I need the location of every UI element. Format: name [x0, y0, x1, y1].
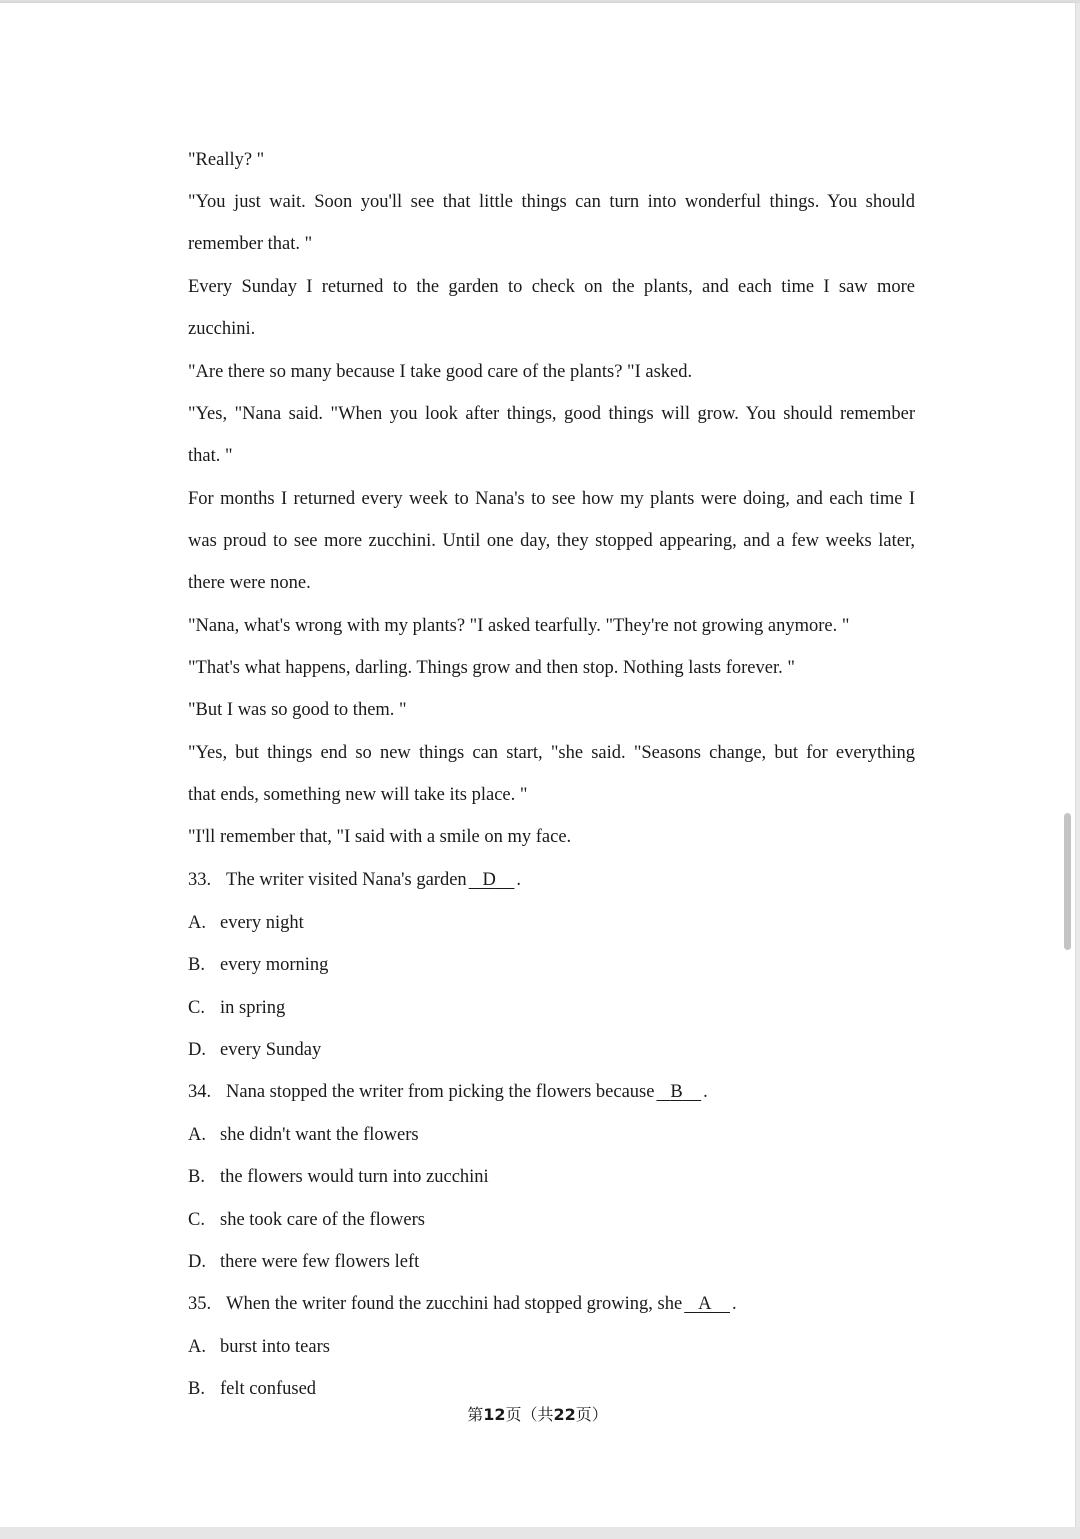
passage-line: "You just wait. Soon you'll see that little things can turn into wonderful things. You should [188, 192, 915, 212]
option-text: there were few flowers left [220, 1252, 420, 1272]
question-number: 34. [188, 1082, 212, 1102]
footer-middle: 页（共 [505, 1405, 554, 1424]
answer-blank [467, 869, 517, 891]
passage-line: "Yes, but things end so new things can start, "she said. "Seasons change, but for everything [188, 743, 915, 763]
option-letter: D. [188, 1040, 206, 1060]
question-34 [188, 1081, 708, 1103]
option-letter: A. [188, 1125, 206, 1145]
passage-line: Every Sunday I returned to the garden to check on the plants, and each time I saw more [188, 277, 915, 297]
passage-line: "Yes, "Nana said. "When you look after things, good things will grow. You should remember [188, 404, 915, 424]
passage-line: "Nana, what's wrong with my plants? "I asked tearfully. "They're not growing anymore. " [188, 616, 850, 636]
option-letter: C. [188, 998, 205, 1018]
passage-line: that ends, something new will take its place. " [188, 785, 528, 805]
option-text: every Sunday [220, 1040, 322, 1060]
footer-total-pages: 22 [553, 1405, 576, 1424]
option-34d [188, 1251, 419, 1273]
option-letter: A. [188, 913, 206, 933]
option-34a [188, 1124, 419, 1146]
page-footer [0, 1402, 1075, 1425]
passage-line: there were none. [188, 573, 311, 593]
option-34b [188, 1166, 489, 1188]
passage-line: "Are there so many because I take good care of the plants? "I asked. [188, 362, 693, 382]
window-bottom-edge [0, 1527, 1080, 1539]
question-number: 33. [188, 870, 212, 890]
passage-line: "Really? " [188, 150, 265, 170]
option-33d [188, 1039, 321, 1061]
question-stem: Nana stopped the writer from picking the flowers because [226, 1082, 655, 1102]
option-35b [188, 1378, 316, 1400]
option-letter: B. [188, 1167, 205, 1187]
option-34c [188, 1209, 425, 1231]
question-35 [188, 1293, 737, 1315]
question-number: 35. [188, 1294, 212, 1314]
footer-suffix: 页） [575, 1405, 608, 1424]
option-letter: B. [188, 955, 205, 975]
option-text: every night [220, 913, 304, 933]
question-stem: When the writer found the zucchini had stopped growing, she [226, 1294, 683, 1314]
option-text: she took care of the flowers [220, 1210, 425, 1230]
answer-blank [682, 1293, 732, 1315]
option-letter: A. [188, 1337, 206, 1357]
question-33 [188, 869, 521, 891]
option-text: felt confused [220, 1379, 317, 1399]
option-text: in spring [220, 998, 286, 1018]
answer-text: A [698, 1294, 712, 1314]
option-letter: D. [188, 1252, 206, 1272]
passage-line: "That's what happens, darling. Things grow and then stop. Nothing lasts forever. " [188, 658, 795, 678]
question-end: . [703, 1082, 708, 1102]
passage-line: that. " [188, 446, 233, 466]
option-text: every morning [220, 955, 329, 975]
option-text: the flowers would turn into zucchini [220, 1167, 489, 1187]
passage-line: For months I returned every week to Nana's to see how my plants were doing, and each time I [188, 489, 915, 509]
option-text: she didn't want the flowers [220, 1125, 419, 1145]
passage-line: was proud to see more zucchini. Until one day, they stopped appearing, and a few weeks later, [188, 531, 915, 551]
answer-text: B [670, 1082, 683, 1102]
option-letter: C. [188, 1210, 205, 1230]
option-35a [188, 1336, 330, 1358]
footer-page-number: 12 [483, 1405, 506, 1424]
passage-line: remember that. " [188, 234, 313, 254]
vertical-scrollbar[interactable] [1064, 813, 1071, 950]
question-end: . [516, 870, 522, 890]
answer-text: D [482, 870, 496, 890]
option-33a [188, 912, 304, 934]
passage-line: "I'll remember that, "I said with a smile on my face. [188, 827, 572, 847]
document-page [0, 2, 1076, 1527]
option-33c [188, 997, 285, 1019]
option-33b [188, 954, 328, 976]
footer-prefix: 第 [467, 1405, 484, 1424]
question-end: . [731, 1294, 737, 1314]
passage-line: "But I was so good to them. " [188, 700, 407, 720]
answer-blank [654, 1081, 703, 1103]
passage-line: zucchini. [188, 319, 256, 339]
option-letter: B. [188, 1379, 205, 1399]
question-stem: The writer visited Nana's garden [226, 870, 467, 890]
option-text: burst into tears [220, 1337, 330, 1357]
